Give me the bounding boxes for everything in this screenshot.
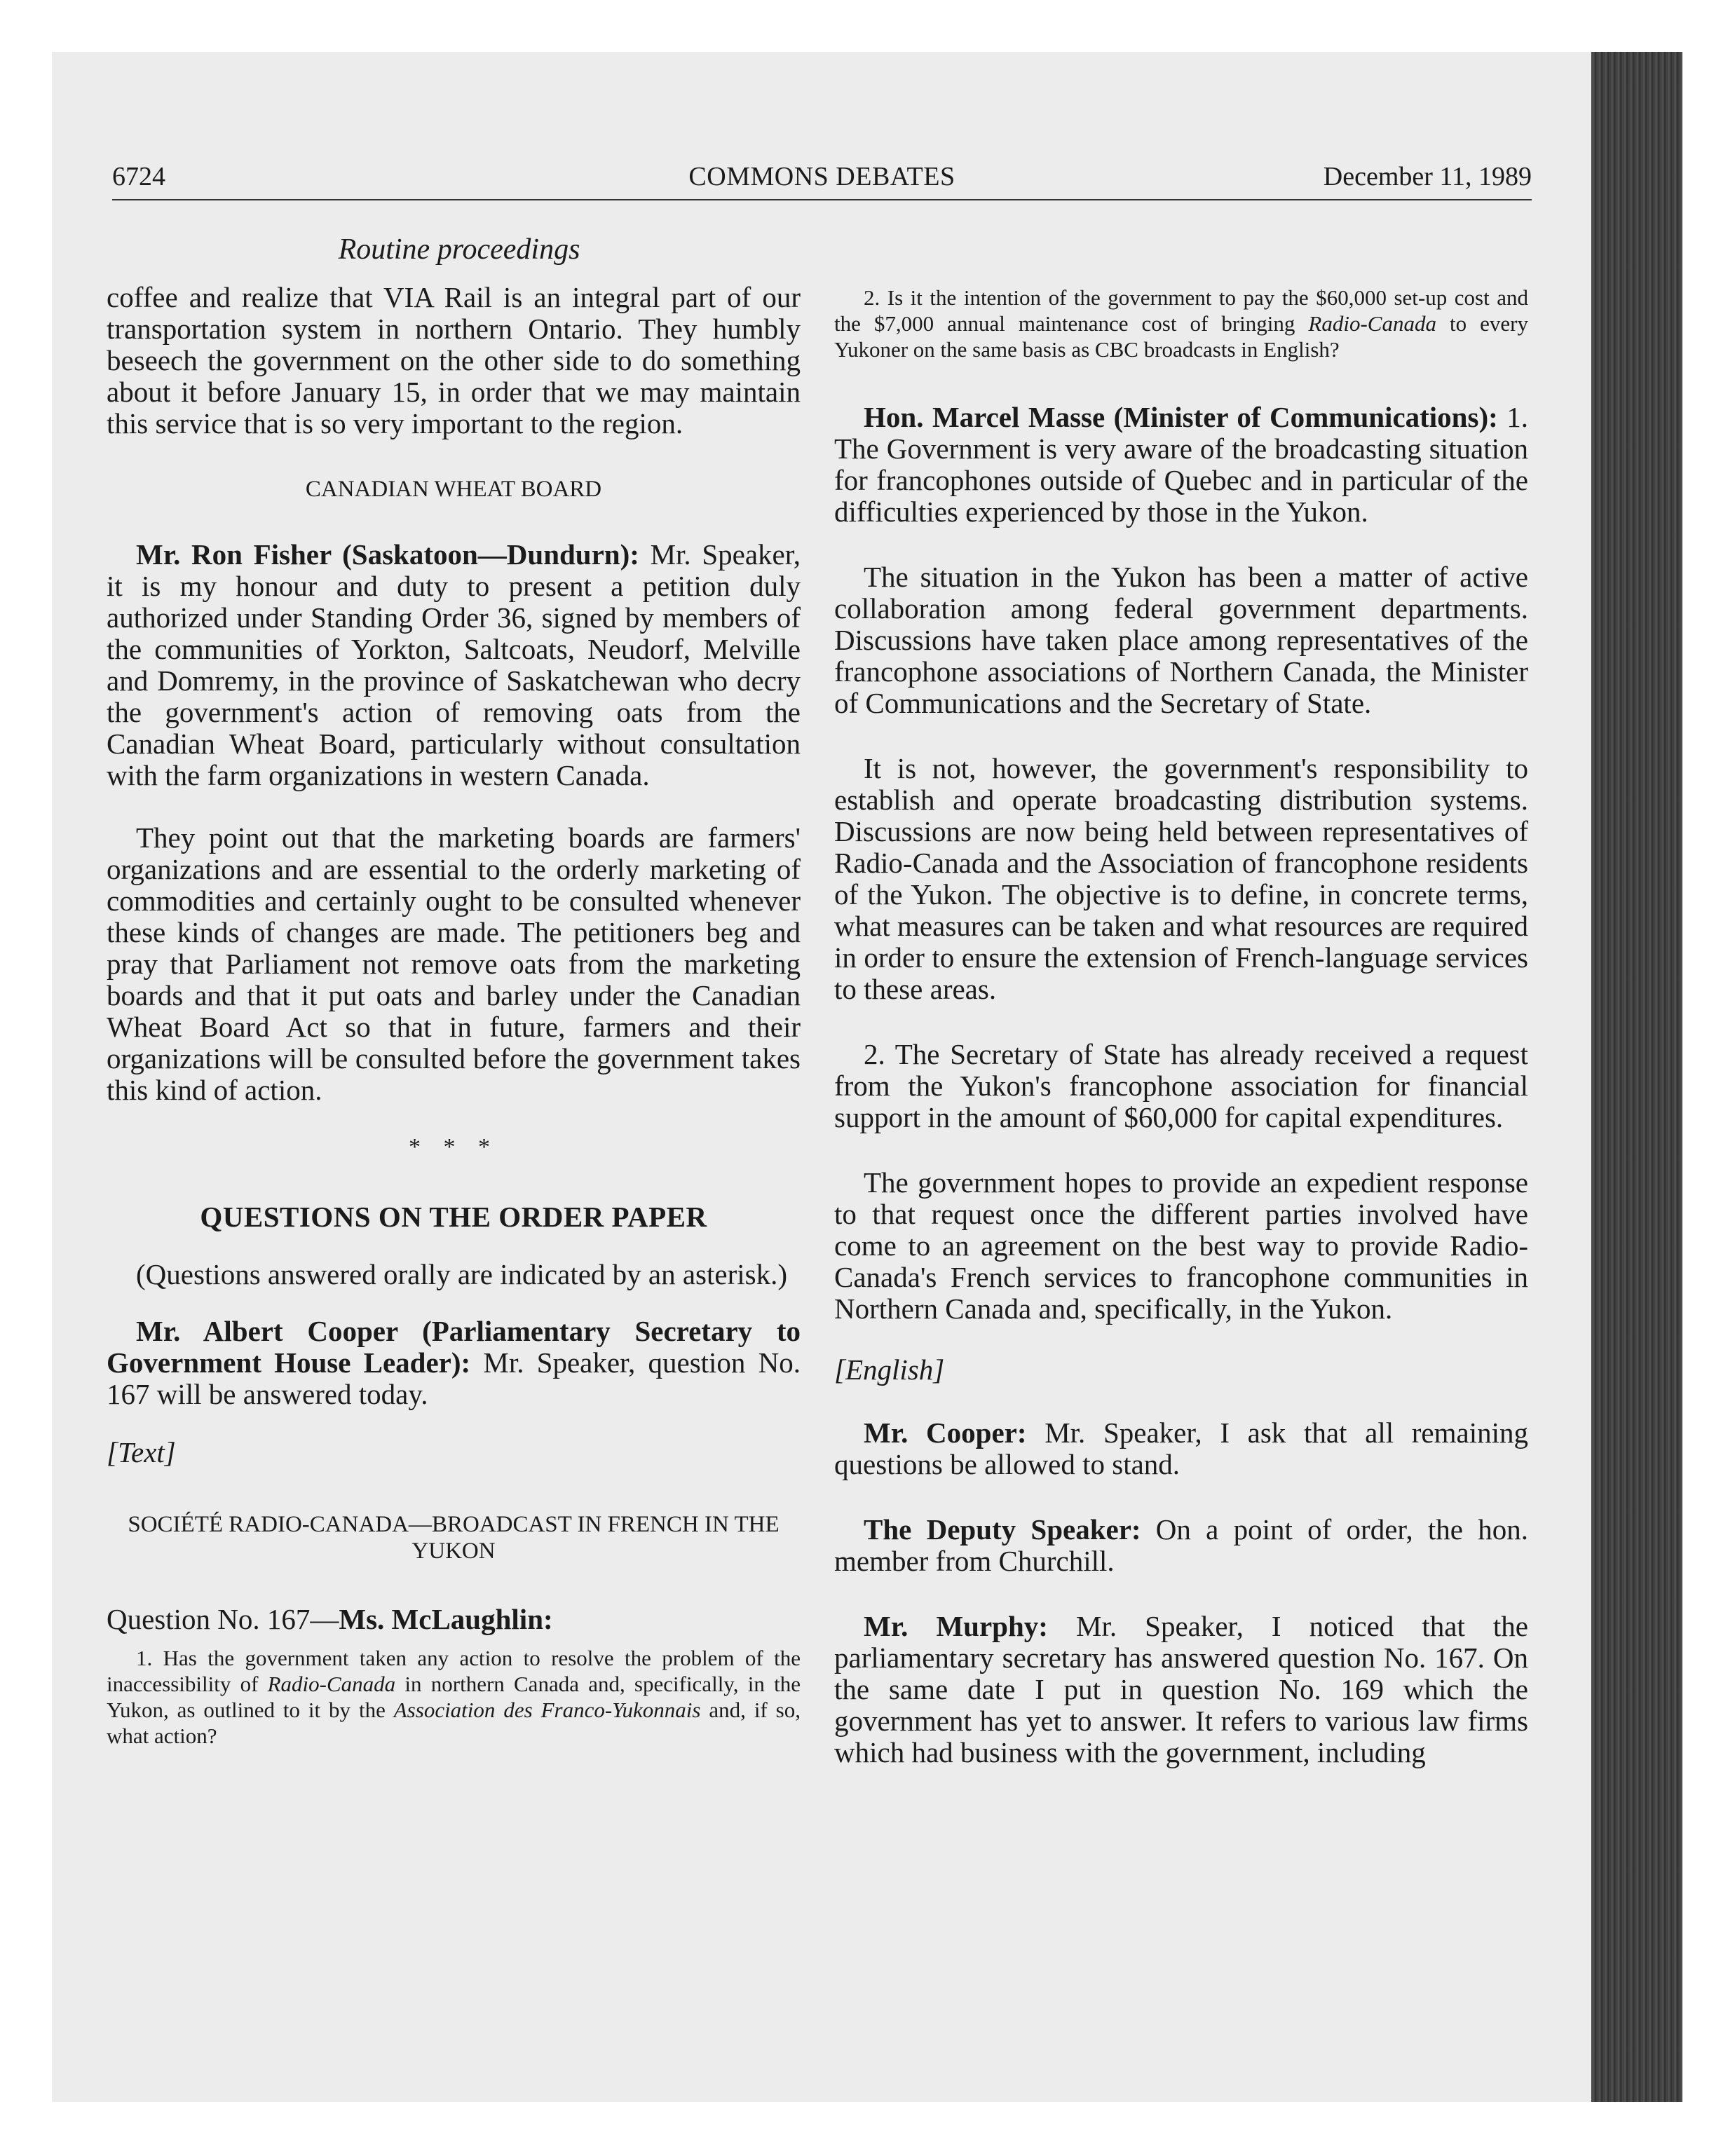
question-text: and, if so, what action?: [107, 1698, 801, 1748]
left-column: [107, 282, 801, 1749]
question-member: Ms. McLaughlin:: [339, 1603, 553, 1635]
collaboration-paragraph: The situation in the Yukon has been a matter of active collaboration among federal government departments. Discussions have taken place among representatives of the francophone associations of Northern Canada, the Minister of Communications and the Secretary of State.: [834, 561, 1528, 719]
page-number: 6724: [112, 162, 165, 191]
book-spine-shadow: [1591, 52, 1682, 2102]
speaker-name: The Deputy Speaker:: [864, 1513, 1141, 1546]
question-text-italic: Association des Franco-Yukonnais: [393, 1698, 701, 1722]
question-text: in northern Canada and, specifically, in the Yukon, as outlined to it by the: [107, 1672, 801, 1722]
marketing-boards-paragraph: They point out that the marketing boards are farmers' organizations and are essential to the orderly marketing of commodities and certainly ought to be consulted whenever these kinds of changes are made. The petitioners beg and pray that Parliament not remove oats from the marketing boards and that it put oats and barley under the Canadian Wheat Board Act so that in future, farmers and their organizations will be consulted before the government takes this kind of action.: [107, 821, 801, 1106]
question-number: Question No. 167—: [107, 1603, 339, 1635]
speaker-name: Mr. Albert Cooper (Parliamentary Secretary to Government House Leader):: [107, 1315, 801, 1379]
issue-date: December 11, 1989: [1323, 162, 1532, 191]
cooper-remaining-questions: [834, 1417, 1528, 1480]
speaker-name: Hon. Marcel Masse (Minister of Communications):: [864, 401, 1498, 433]
question-text-italic: Radio-Canada: [267, 1672, 396, 1696]
speech-text: Mr. Speaker, I ask that all remaining questions be allowed to stand.: [834, 1417, 1529, 1480]
responsibility-paragraph: It is not, however, the government's responsibility to establish and operate broadcasting distribution systems. Discussions are now being held between representatives of Radio-Canada and the Association of francophone residents of the Yukon. The objective is to define, in concrete terms, what measures can be taken and what resources are required in order to ensure the extension of French-language services to these areas.: [834, 752, 1528, 1005]
masse-answer: [834, 402, 1528, 528]
publication-title: COMMONS DEBATES: [688, 162, 955, 191]
speech-text: Mr. Speaker, it is my honour and duty to present a petition duly authorized under Standing Order 36, signed by members of the communities of Yorkton, Saltcoats, Neudorf, Melville and Domremy, in the province of Saskatchewan who decry the government's action of removing oats from the Canadian Wheat Board, particularly without consultation with the farm organizations in western Canada.: [107, 538, 801, 791]
src-broadcast-heading: SOCIÉTÉ RADIO-CANADA—BROADCAST IN FRENCH IN THE YUKON: [128, 1512, 780, 1564]
question-1-text: [107, 1645, 801, 1749]
fisher-petition-paragraph: [107, 539, 801, 791]
questions-note: (Questions answered orally are indicated by an asterisk.): [136, 1258, 788, 1290]
questions-heading: QUESTIONS ON THE ORDER PAPER: [200, 1201, 707, 1233]
section-label: Routine proceedings: [338, 233, 580, 266]
right-column: [834, 282, 1528, 1768]
speech-text: 1. The Government is very aware of the broadcasting situation for francophones outside of Quebec and in particular of the difficulties experienced by those in the Yukon.: [834, 401, 1528, 528]
speaker-name: Mr. Ron Fisher (Saskatoon—Dundurn):: [136, 538, 639, 571]
question-text-italic: Radio-Canada: [1308, 311, 1436, 336]
expedient-response-paragraph: The government hopes to provide an expedient response to that request once the different parties involved have come to an agreement on the best way to provide Radio-Canada's French services to francophone communities in Northern Canada and, specifically, in the Yukon.: [834, 1166, 1528, 1325]
secretary-of-state-paragraph: 2. The Secretary of State has already received a request from the Yukon's francophone association for financial support in the amount of $60,000 for capital expenditures.: [834, 1038, 1528, 1133]
wheat-board-heading: CANADIAN WHEAT BOARD: [305, 477, 602, 502]
cooper-statement: [107, 1316, 801, 1410]
question-text: 2. Is it the intention of the government to pay the $60,000 set-up cost and the $7,000 annual maintenance cost of bringing: [834, 285, 1528, 336]
question-2-text: [834, 285, 1528, 362]
murphy-statement: [834, 1611, 1528, 1768]
question-167-label: [107, 1604, 801, 1635]
speaker-name: Mr. Cooper:: [864, 1417, 1027, 1449]
speech-text: Mr. Speaker, question No. 167 will be answered today.: [107, 1346, 801, 1410]
speaker-name: Mr. Murphy:: [864, 1610, 1048, 1642]
speech-text: On a point of order, the hon. member from Churchill.: [834, 1513, 1528, 1577]
running-header: [112, 158, 1532, 200]
via-rail-paragraph: coffee and realize that VIA Rail is an integral part of our transportation system in northern Ontario. They humbly beseech the government on the other side to do something about it before January 15, in order that we may maintain this service that is so very important to the region.: [107, 281, 801, 439]
deputy-speaker-statement: [834, 1514, 1528, 1577]
section-separator: * * *: [409, 1134, 498, 1160]
question-text: 1. Has the government taken any action to resolve the problem of the inaccessibility of: [107, 1646, 801, 1696]
english-tag: [English]: [834, 1353, 945, 1386]
question-text: to every Yukoner on the same basis as CBC broadcasts in English?: [834, 311, 1528, 362]
speech-text: Mr. Speaker, I noticed that the parliamentary secretary has answered question No. 167. On the same date I put in question No. 169 which the government has yet to answer. It refers to various law firms which had business with the government, including: [834, 1610, 1529, 1768]
text-tag: [Text]: [107, 1436, 176, 1468]
